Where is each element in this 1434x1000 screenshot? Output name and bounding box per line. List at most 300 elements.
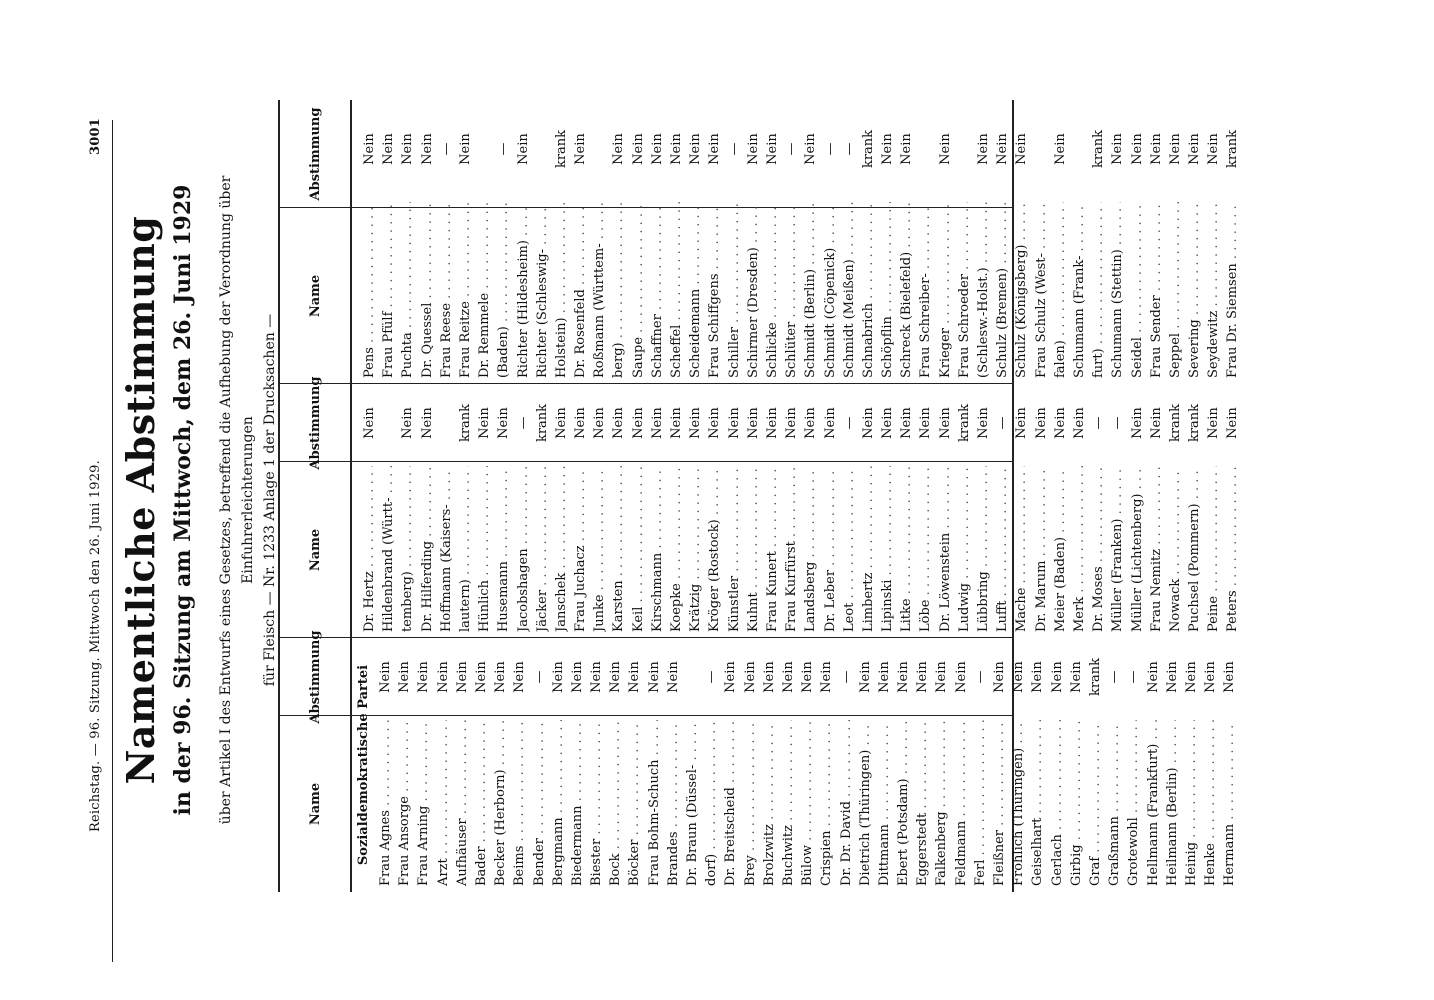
table-row [629,384,648,638]
member-name: Frau Juchacz . . . [571,466,590,632]
description-line-2: für Fleisch — Nr. 1233 Anlage 1 der Drucksachen — [262,313,278,687]
column-3-rows [360,100,1243,384]
member-name: Hermann . . . [1220,720,1239,886]
member-name: Graf . . . [1086,720,1105,886]
vote-value: krank [1091,129,1107,169]
vote-value: — [531,670,547,684]
member-name: Ludwig . . . [955,466,974,632]
vote-value: Nein [995,133,1011,165]
table-row [609,384,628,638]
table-row [418,384,437,638]
member-name: Frau Schroeder . . . [955,202,974,378]
vote-value: Nein [608,661,624,693]
member-name: Lübbring . . . [974,466,993,632]
member-name: Hünlich . . . [475,466,494,632]
table-row [629,100,648,384]
vote-value: Nein [880,407,896,439]
table-row [955,384,974,638]
table-row [897,100,916,384]
page-subtitle: in der 96. Sitzung am Mittwoch, dem 26. Juni 1929 [170,184,196,816]
table-row [990,638,1009,892]
member-name: Kuhnt . . . [744,466,763,632]
vote-value: Nein [937,133,953,165]
vote-value: krank [457,403,473,443]
member-name: Heinig . . . [1182,720,1201,886]
member-name: Peine . . . [1204,466,1223,632]
member-name: (Baden) . . . [494,202,513,378]
vote-value: Nein [707,407,723,439]
table-row [453,638,472,892]
member-name: Hildenbrand (Württ- . . . [379,466,398,632]
vote-value: Nein [822,407,838,439]
member-name: Frau Nemitz . . . [1147,466,1166,632]
table-row [398,100,417,384]
member-name: Schaffner . . . [648,202,667,378]
vote-value: Nein [669,133,684,165]
vote-value: Nein [688,407,704,439]
member-name: Bender . . . [530,720,549,886]
table-row [878,384,897,638]
table-row [667,100,686,384]
member-name: furt) . . . [1089,202,1108,378]
table-row [1128,100,1147,384]
member-name: Biedermann . . . [568,720,587,886]
vote-value: Nein [381,133,397,165]
table-row [1012,100,1031,384]
vote-value: Nein [669,407,684,439]
vote-value: Nein [515,133,531,165]
table-row [955,100,974,384]
table-row [609,100,628,384]
table-row [475,384,494,638]
member-name: Böcker . . . [625,720,644,886]
vote-value: Nein [1206,133,1222,165]
table-row [1204,384,1223,638]
vote-value: — [515,416,531,430]
member-name: Dr. Quessel . . . [418,202,437,378]
page-number: 3001 [88,118,103,155]
member-name: Buchwitz . . . [779,720,798,886]
member-name: Frau Kunert . . . [763,466,782,632]
vote-value: — [822,142,838,156]
vote-value: Nein [953,661,969,693]
table-row [741,638,760,892]
member-name: Künstler . . . [725,466,744,632]
table-row [648,100,667,384]
member-name: Saupe . . . [629,202,648,378]
member-name: Puchsel (Pommern) . . . [1185,466,1204,632]
member-name: Richter (Hildesheim) . . . [514,202,533,378]
member-name: Schnabrich . . . [859,202,878,378]
vote-value: Nein [1052,407,1068,439]
vote-value: Nein [1225,407,1241,439]
table-row [360,384,379,638]
member-name: Beims . . . [510,720,529,886]
vote-value: Nein [649,407,665,439]
member-name: Dr. Rosenfeld . . . [571,202,590,378]
table-row [1086,638,1105,892]
member-name: Schmidt (Meißen) . . . [840,202,859,378]
member-name: Jacobshagen . . . [514,466,533,632]
member-name: Frau Schiffgens . . . [705,202,724,378]
member-name: Frau Reese . . . [437,202,456,378]
running-header [88,118,108,962]
table-row [763,100,782,384]
member-name: Frau Pfülf . . . [379,202,398,378]
member-name: temberg) . . . [398,466,417,632]
table-row [782,100,801,384]
member-name: Litke . . . [897,466,916,632]
member-name: Dr. Dr. David . . . [837,720,856,886]
table-row [683,638,702,892]
vote-value: Nein [569,661,585,693]
vote-value: Nein [457,133,473,165]
member-name: Bergmann . . . [549,720,568,886]
table-row [993,100,1012,384]
table-row [437,384,456,638]
table-row [725,100,744,384]
table-row [475,100,494,384]
table-row [568,638,587,892]
vote-value: Nein [1030,661,1046,693]
table-row [1028,638,1047,892]
table-row [821,384,840,638]
table-row [664,638,683,892]
vote-value: Nein [934,661,950,693]
member-name: Severing . . . [1185,202,1204,378]
vote-value: Nein [1206,407,1222,439]
vote-value: Nein [573,407,589,439]
vote-value: Nein [589,661,605,693]
member-name: Löbe . . . [916,466,935,632]
member-name: Dr. Hilferding . . . [418,466,437,632]
member-name: Schulz (Bremen) . . . [993,202,1012,378]
member-name: Krätzig . . . [686,466,705,632]
vote-value: Nein [1183,661,1199,693]
member-name: Dietrich (Thüringen) . . . [856,720,875,886]
table-row [821,100,840,384]
table-row [648,384,667,638]
table-row [549,638,568,892]
vote-value: Nein [362,133,377,165]
table-row [801,100,820,384]
column-3 [360,100,1241,384]
member-name: Limbertz . . . [859,466,878,632]
vote-value: Nein [745,407,761,439]
vote-value: — [1126,670,1142,684]
vote-value: Nein [803,133,819,165]
member-name: Falkenberg . . . [932,720,951,886]
vote-value: — [1107,670,1123,684]
member-name: Schirmer (Dresden) . . . [744,202,763,378]
member-name: Schiller . . . [725,202,744,378]
member-name: Frau Schulz (West- . . . [1032,202,1051,378]
table-row [782,384,801,638]
table-row [587,638,606,892]
vote-value: krank [553,129,569,169]
table-row [1144,638,1163,892]
table-row [817,638,836,892]
vote-value: Nein [416,661,432,693]
table-row [1032,384,1051,638]
party-heading: Sozialdemokratische Partei [356,664,371,866]
table-row [437,100,456,384]
table-row [725,384,744,638]
vote-value: Nein [915,661,931,693]
member-name: Schöpflin . . . [878,202,897,378]
description-line-1: über Artikel I des Entwurfs eines Gesetzes, betreffend die Aufhebung der Verordnung über Einfuhrerleichterungen [218,175,256,825]
table-row [590,384,609,638]
member-name: Koepke . . . [667,466,686,632]
member-name: Holstein) . . . [552,202,571,378]
vote-value: Nein [630,133,646,165]
member-name: Frau Arning . . . [414,720,433,886]
vote-value: — [1110,416,1126,430]
member-name: Fröhlich (Thüringen) . . . [1009,720,1028,886]
vote-value: Nein [435,661,451,693]
vote-value: Nein [976,407,991,439]
vote-value: Nein [493,661,509,693]
member-name: Aufhäuser . . . [453,720,472,886]
member-name: Krieger . . . [936,202,955,378]
member-name: Frau Schreiber- . . . [916,202,935,378]
table-row [894,638,913,892]
column-1-rows [376,638,1239,892]
table-row [1089,384,1108,638]
table-row [936,384,955,638]
vote-value: Nein [918,407,934,439]
table-row [552,100,571,384]
member-name: Eggerstedt . . . [913,720,932,886]
member-name: Schmidt (Berlin) . . . [801,202,820,378]
member-name: Brandes . . . [664,720,683,886]
table-row [705,100,724,384]
vote-value: Nein [512,661,528,693]
vote-value: Nein [1071,407,1087,439]
member-name: Brolzwitz . . . [760,720,779,886]
vote-value: krank [1167,403,1183,443]
member-name: Nowack . . . [1166,466,1185,632]
member-name: Leot . . . [840,466,859,632]
vote-value: krank [1087,657,1103,697]
vote-value: Nein [1049,661,1065,693]
table-row [952,638,971,892]
header-rule [112,120,113,962]
member-name: Gerlach . . . [1048,720,1067,886]
table-row [1051,384,1070,638]
member-name: Meier (Baden) . . . [1051,466,1070,632]
table-row [494,384,513,638]
table-row [1220,638,1239,892]
table-row [1108,384,1127,638]
vote-value: Nein [803,407,819,439]
member-name: Kirschmann . . . [648,466,667,632]
vote-value: Nein [723,661,739,693]
member-name: Jäcker . . . [533,466,552,632]
member-name: Frau Kurfürst . . . [782,466,801,632]
table-row [667,384,686,638]
vote-value: Nein [1222,661,1238,693]
vote-value: Nein [378,661,393,693]
table-row [645,638,664,892]
table-row [1147,384,1166,638]
member-name: Feldmann . . . [952,720,971,886]
member-name: Schlicke . . . [763,202,782,378]
vote-value: Nein [400,407,416,439]
vote-value: Nein [397,661,413,693]
table-row [379,100,398,384]
vote-value: Nein [1187,133,1203,165]
table-row [434,638,453,892]
table-row [878,100,897,384]
table-row [510,638,529,892]
header-name-3: Name [307,274,323,318]
member-name: lautern) . . . [456,466,475,632]
table-row [1048,638,1067,892]
table-row [533,384,552,638]
member-name: Puchta . . . [398,202,417,378]
vote-value: — [726,142,742,156]
table-row [571,384,590,638]
table-row [1051,100,1070,384]
table-row [1182,638,1201,892]
table-row [1166,100,1185,384]
table-row [414,638,433,892]
vote-value: Nein [611,407,627,439]
member-name: Grotewohl . . . [1124,720,1143,886]
table-row [456,384,475,638]
member-name: Schlüter . . . [782,202,801,378]
member-name: Arzt . . . [434,720,453,886]
member-name: Lufft . . . [993,466,1012,632]
table-row [1185,100,1204,384]
vote-value: krank [956,403,972,443]
table-row [837,638,856,892]
member-name: Junke . . . [590,466,609,632]
table-row [1089,100,1108,384]
member-name: Schreck (Bielefeld) . . . [897,202,916,378]
member-name: Schumann (Stettin) . . . [1108,202,1127,378]
table-row [840,100,859,384]
table-row [456,100,475,384]
member-name: berg) . . . [609,202,628,378]
column-2 [360,384,1241,638]
vote-value: krank [1225,129,1241,169]
vote-value: — [496,142,512,156]
table-row [1032,100,1051,384]
member-name: Crispien . . . [817,720,836,886]
vote-value: — [841,142,857,156]
table-row [705,384,724,638]
member-name: Hellmann (Frankfurt) . . . [1144,720,1163,886]
member-name: Frau Reitze . . . [456,202,475,378]
table-row [971,638,990,892]
vote-value: Nein [992,661,1007,693]
table-row [1009,638,1028,892]
table-row [379,384,398,638]
member-name: Frau Bohm-Schuch . . . [645,720,664,886]
table-row [552,384,571,638]
vote-value: — [704,670,720,684]
header-vote-2: Abstimmung [307,376,323,470]
member-name: Bader . . . [472,720,491,886]
table-row [859,384,878,638]
vote-value: Nein [1014,133,1030,165]
member-name: Graßmann . . . [1105,720,1124,886]
vote-value: Nein [1148,407,1164,439]
table-row [1223,100,1242,384]
vote-value: krank [860,129,876,169]
member-name: Merk . . . [1070,466,1089,632]
member-name: Becker (Herborn) . . . [491,720,510,886]
table-row [472,638,491,892]
table-row [993,384,1012,638]
table-row [721,638,740,892]
member-name: Biester . . . [587,720,606,886]
table-row [763,384,782,638]
vote-value: Nein [553,407,569,439]
table-row [856,638,875,892]
vote-value: Nein [1011,661,1027,693]
header-vote-1: Abstimmung [307,630,323,724]
vote-value: Nein [764,407,780,439]
member-name: falen) . . . [1051,202,1070,378]
member-name: Richter (Schleswig- . . . [533,202,552,378]
vote-value: Nein [1164,661,1180,693]
table-row [779,638,798,892]
table-row [494,100,513,384]
vote-value: Nein [646,661,662,693]
member-name: Frau Sender . . . [1147,202,1166,378]
member-name: Dr. Löwenstein . . . [936,466,955,632]
member-name: Kröger (Rostock) . . . [705,466,724,632]
member-name: Mache . . . [1012,466,1031,632]
running-head: Reichstag. — 96. Sitzung. Mittwoch den 26. Juni 1929. [88,460,103,832]
vote-value: Nein [1145,661,1161,693]
table-row [897,384,916,638]
vote-value: — [995,416,1011,430]
vote-value: Nein [707,133,723,165]
vote-value: Nein [611,133,627,165]
member-name: dorf) . . . [702,720,721,886]
table-row [686,384,705,638]
vote-value: Nein [362,407,377,439]
table-row [1204,100,1223,384]
vote-value: Nein [880,133,896,165]
table-row [702,638,721,892]
table-row [606,638,625,892]
member-name: Müller (Lichtenberg) . . . [1128,466,1147,632]
header-name-1: Name [307,782,323,826]
table-row [1070,100,1089,384]
member-name: Dr. Hertz . . . [360,466,379,632]
table-row [360,100,379,384]
vote-value: Nein [473,661,489,693]
table-row [932,638,951,892]
vote-value: Nein [800,661,816,693]
vote-value: Nein [573,133,589,165]
member-name: Frau Dr. Siemsen . . . [1223,202,1242,378]
table-row [590,100,609,384]
vote-value: Nein [899,133,915,165]
table-row [916,100,935,384]
member-name: Dittmann . . . [875,720,894,886]
member-name: Seppel . . . [1166,202,1185,378]
member-name: Dr. Moses . . . [1089,466,1108,632]
vote-value: — [841,416,857,430]
member-name: Lipinski . . . [878,466,897,632]
member-name: Fleißner . . . [990,720,1009,886]
